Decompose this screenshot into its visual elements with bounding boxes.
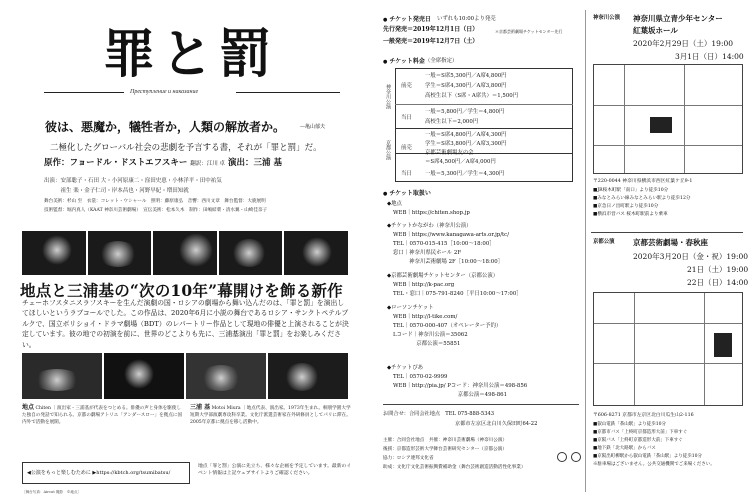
venue1-name: 神奈川県立青少年センター bbox=[633, 14, 723, 23]
contact-kanagawa-window: 窓口｜神奈川県民ホール 2F bbox=[393, 250, 462, 256]
contact-kanagawa-window-2: 神奈川芸術劇場 2F［10:00〜18:00］ bbox=[393, 259, 504, 265]
miura-name-en: Motoi Miura bbox=[211, 406, 241, 411]
map-road bbox=[594, 105, 743, 106]
inquiry-address: 京都市左京区北白川久保田町64-22 bbox=[455, 421, 538, 427]
map-road bbox=[624, 65, 625, 174]
venue1-access-1: ■JR桜木町駅「南口」より徒歩10分 bbox=[593, 188, 669, 193]
staff-line-1: 舞台美術：杉山 至 衣裳：コレット・ウシャール 照明：藤原康弘 音響：西川文章 舞台監督：大鹿展明 bbox=[44, 199, 266, 204]
ticket-contact-heading: ● チケット取扱い bbox=[383, 188, 431, 197]
stage-photo bbox=[22, 231, 86, 275]
event-note: 地点「罪と罰」公演に先立ち、様々な企画を予定しています。最新のイベント情報は上記ウェブサイトよりご確認ください。 bbox=[198, 464, 352, 476]
chiten-name: 地点 bbox=[22, 404, 35, 411]
venue2-time2: （土）19:00 bbox=[704, 265, 749, 274]
subtitle: 二極化したグローバル社会の悲劇を予言する書，それが「罪と罰」だ。 bbox=[50, 143, 322, 153]
map-road bbox=[594, 323, 743, 324]
venue1-access-2: ■みなとみらい線みなとみらい駅より徒歩12分 bbox=[593, 196, 691, 201]
venue1-access-4: ■横浜市営バス 桜木町駅前より乗車 bbox=[593, 212, 668, 217]
sponsor-logo-icon bbox=[557, 452, 567, 462]
flyer-back-panel bbox=[375, 0, 750, 502]
advance-label: 前売 bbox=[401, 145, 412, 151]
venue1-map bbox=[593, 64, 743, 174]
contact-lawson: ◆ローソンチケット bbox=[387, 305, 434, 311]
ticket-release-note: いずれも10:00より発売 bbox=[437, 16, 496, 22]
contact-lawson-code-1: Lコード｜神奈川公演＝35062 bbox=[393, 332, 468, 338]
bio-section bbox=[22, 404, 352, 460]
website-link[interactable]: ◀公演をもっと楽しむために ▶https://kbtch.org/tsumibatsu/ bbox=[22, 462, 190, 484]
venue1-label: 神奈川公演 bbox=[593, 15, 620, 21]
contact-kanagawa-web[interactable]: WEB｜https://www.kanagawa-arts.or.jp/tc/ bbox=[393, 232, 510, 238]
door-label: 当日 bbox=[401, 171, 412, 177]
original-label: 原作： bbox=[44, 158, 70, 168]
venue1-access-3: ■京急日ノ出町駅より徒歩10分 bbox=[593, 204, 659, 209]
kanagawa-price-label: 神奈川公演 bbox=[385, 84, 391, 109]
kanagawa-adv-1: 一般＝S席5,300円／A席4,800円 bbox=[425, 73, 507, 79]
map-road bbox=[634, 293, 635, 406]
cooperation-line: 協力：ロシア連邦文化省 bbox=[383, 456, 434, 461]
sponsor-logo-icon bbox=[571, 452, 581, 462]
contact-lawson-web[interactable]: WEB｜http://l-tike.com/ bbox=[393, 314, 458, 320]
organizer-line: 主催：合同会社地点 共催：神奈川芸術劇場（神奈川公演） bbox=[383, 438, 508, 443]
kyoto-adv-2: 学生＝S席3,800円／A席3,300円 bbox=[425, 141, 507, 147]
chiten-bio bbox=[22, 404, 184, 460]
kanagawa-adv-2: 学生＝S席4,300円／A席3,800円 bbox=[425, 83, 507, 89]
ticket-release-heading: ● チケット発売日 bbox=[383, 14, 431, 23]
venue-marker-icon bbox=[714, 333, 732, 357]
venue2-time1: （金・祝）19:00 bbox=[688, 252, 749, 261]
inquiry-line: お問合せ：合同会社地点 TEL 075-888-5343 bbox=[383, 411, 495, 417]
contact-kanagawa-tel: TEL｜0570-015-415［10:00〜18:00］ bbox=[393, 241, 495, 247]
venue2-date2-text: 21日 bbox=[687, 265, 705, 274]
kyoto-price-label: 京都公演 bbox=[385, 140, 391, 160]
price-note: （全席指定） bbox=[425, 58, 458, 64]
venue-divider bbox=[591, 232, 743, 233]
presale-note: ＊京都芸術劇場チケットセンター先行 bbox=[495, 29, 563, 34]
title-rule-left bbox=[44, 92, 124, 93]
translate-label: 翻訳： bbox=[190, 161, 207, 167]
stage-photo bbox=[219, 231, 283, 275]
contact-pia: ◆チケットぴあ bbox=[387, 365, 424, 371]
stage-photo bbox=[153, 231, 217, 275]
miura-name: 三浦 基 bbox=[190, 404, 211, 411]
venue1-time2: （日）14:00 bbox=[699, 52, 744, 61]
chiten-bio-text: ｜演出家・三浦基が代表をつとめる。俳優の声と身体を駆使した独自の発話で知られる。京都の劇場アトリエ「アンダースロー」を拠点に国内外で活動を展開。 bbox=[22, 406, 183, 425]
venue2-name: 京都芸術劇場・春秋座 bbox=[633, 238, 708, 247]
price-heading: ● チケット料金 bbox=[383, 56, 425, 65]
venue1-date1-text: 2020年2月29日 bbox=[633, 39, 689, 48]
contact-pia-web[interactable]: WEB｜http://pia.jp/ Pコード：神奈川公演＝498-856 bbox=[393, 383, 528, 389]
map-road bbox=[684, 65, 685, 174]
map-road bbox=[594, 363, 743, 364]
title-rule-right bbox=[236, 92, 340, 93]
cast-line-1: 出演：安部聡子・石田 大・小河原康二・窪田史恵・小林洋平・田中祐気 bbox=[44, 178, 222, 184]
contact-lawson-tel: TEL｜0570-000-407（オペレーター予約） bbox=[393, 323, 502, 329]
contact-kyoto: ◆京都芸術劇場チケットセンター（京都公演） bbox=[387, 273, 499, 279]
kyoto-adv-4: ＝S席4,500円／A席4,000円 bbox=[425, 159, 496, 165]
headline: 地点と三浦基の“次の10年”幕開けを飾る新作 bbox=[20, 281, 343, 300]
contact-kyoto-web[interactable]: WEB｜http://k-pac.org bbox=[393, 282, 455, 288]
section-divider bbox=[383, 404, 579, 405]
kanagawa-door-2: 高校生以下＝2,000円 bbox=[425, 119, 479, 125]
general-sale-date: 一般発売＝2019年12月7日（土） bbox=[383, 38, 479, 45]
russian-title: Преступление и наказание bbox=[130, 89, 199, 95]
play-title: 罪と罰 bbox=[102, 24, 277, 85]
contact-chiten: ◆地点 bbox=[387, 201, 402, 207]
stage-photo bbox=[88, 231, 152, 275]
miura-bio bbox=[190, 404, 352, 460]
venue2-map bbox=[593, 292, 743, 406]
stage-photo bbox=[284, 231, 348, 275]
price-divider bbox=[395, 104, 573, 105]
contact-pia-code: 京都公演＝498-861 bbox=[393, 392, 508, 398]
venue1-date2-text: 3月1日 bbox=[675, 52, 700, 61]
credits-line bbox=[44, 156, 282, 168]
venue-photo-strip bbox=[22, 353, 348, 399]
kyoto-adv-1: 一般＝S席4,800円／A席4,300円 bbox=[425, 132, 507, 138]
stage-photo bbox=[268, 353, 348, 399]
door-label: 当日 bbox=[401, 115, 412, 121]
translator: 江川 卓 bbox=[206, 161, 226, 167]
venue1-time1: （土）19:00 bbox=[688, 39, 734, 48]
venue2-access-4: ■地下鉄「北大路駅」からバス bbox=[593, 446, 656, 451]
venue2-access-1: ■叡山電鉄「茶山駅」より徒歩10分 bbox=[593, 422, 666, 427]
map-road bbox=[704, 293, 705, 406]
venue2-address: 〒606-8271 京都市左京区北白川瓜生山2-116 bbox=[593, 413, 694, 418]
contact-kanagawa: ◆チケットかながわ（神奈川公演） bbox=[387, 223, 472, 229]
venue2-date1 bbox=[633, 251, 748, 262]
tagline: 彼は、悪魔か，犠牲者か，人類の解放者か。 bbox=[45, 120, 286, 134]
kyoto-adv-3: 京都芸術劇場友の会 bbox=[425, 150, 474, 156]
stage-photo bbox=[22, 353, 102, 399]
venue2-date3-text: 22日 bbox=[687, 278, 705, 287]
cast-line-2: 祖生 楽・金子仁司・岸本昌也・河野早紀・増田知就 bbox=[44, 188, 189, 194]
grant-line: 助成：文化庁文化芸術振興費補助金（舞台芸術創造活動活性化事業） bbox=[383, 465, 526, 470]
venue2-date2 bbox=[687, 264, 748, 275]
venue2-date1-text: 2020年3月20日 bbox=[633, 252, 689, 261]
venue2-time3: （日）14:00 bbox=[704, 278, 749, 287]
stage-photo bbox=[104, 353, 184, 399]
miura-bio-text: ｜地点代表、演出家。1973年生まれ。桐朋学園大学短期大学部演劇専攻科卒業。文化庁派遣芸術家在外研修員としてパリに滞在。2005年京都に拠点を移し活動中。 bbox=[190, 406, 351, 425]
venue-marker-icon bbox=[650, 117, 672, 133]
venue1-address: 〒220-0044 神奈川県横浜市西区紅葉ケ丘9-1 bbox=[593, 179, 693, 184]
venue1-date2 bbox=[675, 51, 744, 62]
original-author: フョードル・ドストエフスキー bbox=[69, 158, 188, 168]
venue2-access-3: ■京阪バス「上終町京都造形大前」下車すぐ bbox=[593, 438, 683, 443]
column-divider bbox=[585, 10, 586, 492]
contact-kyoto-tel: TEL・窓口｜075-791-8240［平日10:00〜17:00］ bbox=[393, 291, 522, 297]
contact-lawson-code-2: 京都公演＝55851 bbox=[393, 341, 461, 347]
kanagawa-adv-3: 高校生以下（S席・A席共）＝1,500円 bbox=[425, 93, 519, 99]
map-road bbox=[594, 145, 743, 146]
venue2-date3 bbox=[687, 277, 748, 288]
venue1-hall: 紅葉坂ホール bbox=[633, 26, 678, 35]
tagline-attribution: —亀山郁夫 bbox=[300, 124, 326, 130]
advance-label: 前売 bbox=[401, 83, 412, 89]
contact-chiten-web[interactable]: WEB｜https://chiten.shop.jp bbox=[393, 210, 470, 216]
stage-photo-strip bbox=[22, 231, 348, 275]
venue2-access-2: ■京都市バス「上終町京都造形大前」下車すぐ bbox=[593, 430, 688, 435]
kanagawa-door-1: 一般＝5,800円／学生＝4,800円 bbox=[425, 109, 505, 115]
support-line: 後援：京都造形芸術大学舞台芸術研究センター（京都公演） bbox=[383, 447, 507, 452]
venue2-label: 京都公演 bbox=[593, 239, 615, 245]
venue2-access-6: ※駐車場はございません。公共交通機関でご来場ください。 bbox=[593, 462, 715, 467]
contact-pia-tel: TEL｜0570-02-9999 bbox=[393, 374, 448, 380]
presale-date: 先行発売＝2019年12月1日（日） bbox=[383, 26, 479, 33]
staff-line-2: 技術監督：堀内真人（KAAT 神奈川芸術劇場） 宣伝美術：松本久木 制作：田嶋結菜・清水翼・山崎佳奈子 bbox=[44, 208, 268, 213]
director: 三浦 基 bbox=[253, 158, 283, 168]
photo-credit: ［舞台写真：Aircut 撮影 ©地点］ bbox=[22, 490, 82, 494]
chiten-name-en: Chiten bbox=[35, 406, 51, 411]
stage-photo bbox=[186, 353, 266, 399]
direction-label: 演出： bbox=[228, 158, 254, 168]
body-paragraph: チェーホフスタニスラフスキーを生んだ演劇の国・ロシアの劇場から舞い込んだのは、「罪と罰」を演出してほしいというラブコールでした。この作品は、2020年6月に小説の舞台であるロシア・サンクトペテルブルクで、国立ボリショイ・ドラマ劇場（BDT）のレパートリー作品として現地の俳優と上演されることが決定しています。彼の地での初演を前に、世界のどこよりも先に、三浦基演出「罪と罰」をお楽しみください。 bbox=[22, 299, 349, 349]
venue2-access-5: ■京阪出町柳駅から叡山電鉄「茶山駅」より徒歩10分 bbox=[593, 454, 702, 459]
venue1-date1 bbox=[633, 38, 733, 49]
kyoto-door-1: 一般＝5,300円／学生＝4,300円 bbox=[425, 171, 505, 177]
